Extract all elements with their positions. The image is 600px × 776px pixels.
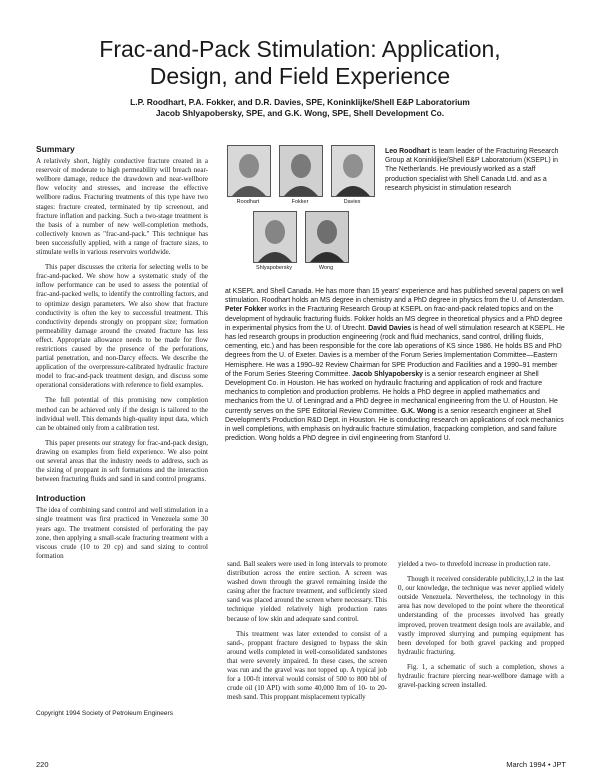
portrait-icon bbox=[228, 146, 270, 196]
column-left bbox=[36, 145, 208, 567]
body-paragraph: This treatment was later extended to consist of a sand-, proppant fracture designed to bypass the skin around wells completed in well-consolidated sandstones that were severely impaired. In these cases, the screen was run and the gravel was not topped up. A typical job for a 100-ft interval would consist of 500 to 800 bbl of crude oil (10 API) with some 40,000 lbm of 10- to 20-mesh sand. This proppant misplacement typically bbox=[227, 629, 387, 702]
bio-block bbox=[225, 287, 565, 443]
bio-text: at KSEPL and Shell Canada. He has more than 15 years' experience and has published several papers on well stimulation. Roodhart holds an MS degree in chemistry and a PhD degree in physics from the U. of Amsterdam. bbox=[225, 288, 565, 305]
photo-fokker bbox=[279, 145, 323, 197]
title-line-2: Design, and Field Experience bbox=[149, 63, 451, 89]
photo-caption: Fokker bbox=[291, 199, 309, 205]
bio-name: Jacob Shlyapobersky bbox=[352, 370, 424, 378]
bio-text: is team leader of the Fracturing Research Group at Koninklijke/Shell E&P Laboratorium (KSEPL) in The Netherlands. He previously worked as a staff production specialist with Shell Canada Ltd. and as a research physicist in stimulation research bbox=[385, 148, 559, 192]
column-middle bbox=[227, 560, 387, 708]
body-paragraph: sand. Ball sealers were used in long intervals to promote distribution across the entire section. A screen was washed down through the gravel remaining inside the casing after the fracture treatment, and sufficiently sized sand was placed around the screen where necessary. This technique yielded relatively high production rates because of low skin and adequate sand control. bbox=[227, 560, 387, 623]
photo-caption: Wong bbox=[318, 265, 334, 271]
summary-heading: Summary bbox=[36, 144, 75, 154]
portrait-icon bbox=[306, 212, 348, 262]
authors-line-2: Jacob Shlyapobersky, SPE, and G.K. Wong, SPE, Shell Development Co. bbox=[155, 107, 445, 118]
photo-shlyapobersky bbox=[253, 211, 297, 263]
summary-paragraph: A relatively short, highly conductive fracture created in a reservoir of moderate to high permeability will breach near-wellbore damage, reduce the drawdown and near-wellbore flow velocity and stresses, and increase the effective wellbore radius. Fracturing treatments of this type have two stages: fracture created, terminated by tip screenout, and fracture inflation and packing. Such a two-stage treatment is the basis of a number of new well-completion methods, collectively known as "frac-and-pack." This technique has been successfully applied, with a range of fracture sizes, to stimulate wells in various reservoirs worldwide. bbox=[36, 157, 208, 257]
body-paragraph: yielded a two- to threefold increase in production rate. bbox=[398, 560, 551, 568]
photo-caption: Davies bbox=[343, 199, 361, 205]
bio-text: works in the Fracturing Research Group at KSEPL on frac-and-pack related topics and on the development of hydraulic fracturing fluids. Fokker holds an MS degree in theoretical physics and a PhD degree in experimental physics from the U. of Utrecht. bbox=[225, 306, 563, 332]
bio-name: G.K. Wong bbox=[400, 407, 436, 415]
bio-text: is a senior research engineer at Shell Development Co. in Houston. He has worked on hydraulic fracturing and application of rock and fracture mechanics to completion and production problems. He holds a PhD degree in applied mathematics and mechanics from the U. of Leningrad and a PhD degree in mechanical engineering from the U. of Houston. He currently serves on the SPE Editorial Review Committee. bbox=[225, 370, 558, 415]
introduction-heading: Introduction bbox=[36, 493, 86, 504]
bio-roodhart bbox=[385, 147, 565, 193]
bio-name: Leo Roodhart bbox=[385, 148, 430, 155]
portrait-icon bbox=[332, 146, 374, 196]
summary-paragraph: This paper discusses the criteria for selecting wells to be frac-and-packed. We show how a systematic study of the inflow performance can be used to assess the potential of frac-and-packed wells, to identify the controlling factors, and to optimize design parameters. We also show that fracture conductivity is often the key to successful treatment. This conductivity depends strongly on proppant size; formation permeability damage around the created fracture has less effect. Appropriate allowance needs to be made for flow restrictions caused by the presence of the perforations, partial penetration, and non-Darcy effects. We describe the application of the overpressure-calibrated hydraulic fracture model to frac-and-pack treatment design, and discuss some operational considerations with reference to field examples. bbox=[36, 263, 208, 390]
bio-name: Peter Fokker bbox=[225, 306, 267, 314]
body-paragraph: Though it received considerable publicity,1,2 in the last 0, our knowledge, the technique was never applied widely outside Venezuela. Nevertheless, the technology in this area has now developed to the point where the theoretical understanding of the processes involved has greatly improved, proven treatment design tools are available, and vastly improved slurrying and pumping equipment has been developed for both gravel packing and propped hydraulic fracturing. bbox=[398, 575, 564, 656]
photo-davies bbox=[331, 145, 375, 197]
authors-line-1: L.P. Roodhart, P.A. Fokker, and D.R. Davies, SPE, Koninklijke/Shell E&P Laboratorium bbox=[130, 97, 470, 107]
title-line-1: Frac-and-Pack Stimulation: Application, bbox=[99, 36, 501, 62]
author-block bbox=[0, 97, 600, 118]
copyright-notice: Copyright 1994 Society of Petroleum Engineers bbox=[36, 710, 173, 717]
photo-caption: Roodhart bbox=[236, 199, 260, 205]
summary-paragraph: This paper presents our strategy for frac-and-pack design, drawing on examples from field experience. We also point out several areas that the industry needs to address, such as the sizing of proppant in soft formations and the interaction between fracturing fluids and sand in sand control programs. bbox=[36, 438, 208, 484]
photo-wong bbox=[305, 211, 349, 263]
portrait-icon bbox=[254, 212, 296, 262]
bio-name: David Davies bbox=[368, 324, 412, 332]
body-paragraph: Fig. 1, a schematic of such a completion, shows a hydraulic fracture piercing near-wellbore damage with a gravel-packing screen installed. bbox=[398, 662, 564, 690]
photo-roodhart bbox=[227, 145, 271, 197]
bio-text: is a senior research engineer at Shell Development's Production R&D Dept. in Houston. He is conducting research on applications of rock mechanics in well completions, with emphasis on hydraulic fracture stimulation, fracpacking completion, and sand failure prediction. Wong holds a PhD degree in civil engineering from Stanford U. bbox=[225, 407, 564, 443]
summary-paragraph: The full potential of this promising new completion method can be achieved only if the design is tailored to the individual well. This demands high-quality input data, which can be obtained only from a calibration test. bbox=[36, 396, 208, 432]
paper-title bbox=[0, 36, 600, 90]
bio-text: is head of well stimulation research at KSEPL. He has led research groups in production engineering (rock and fluid mechanics, sand control, drilling fluids, cementing, etc.) and has been responsible for the core lab operations of KS since 1986. He holds BS and PhD degrees from the U. of Exeter. Davies is a member of the Forum Series Implementation Committee—Eastern Hemisphere. He was a 1990–92 Review Chairman for SPE Production and Facilities and a 1990–91 member of the Forum Series Steering Committee. bbox=[225, 324, 565, 378]
journal-footer: March 1994 • JPT bbox=[506, 760, 566, 769]
page-number: 220 bbox=[36, 760, 49, 769]
portrait-icon bbox=[280, 146, 322, 196]
intro-paragraph: The idea of combining sand control and well stimulation in a single treatment was first practiced in Venezuela some 30 years ago. The treatment consisted of perforating the pay zone, then applying a small-scale fracturing treatment with a viscous crude (10 to 20 cp) and sand sizing to control formation bbox=[36, 506, 208, 560]
photo-caption: Shlyapobersky bbox=[255, 265, 293, 271]
column-right bbox=[398, 560, 564, 696]
author-photos bbox=[225, 145, 383, 285]
